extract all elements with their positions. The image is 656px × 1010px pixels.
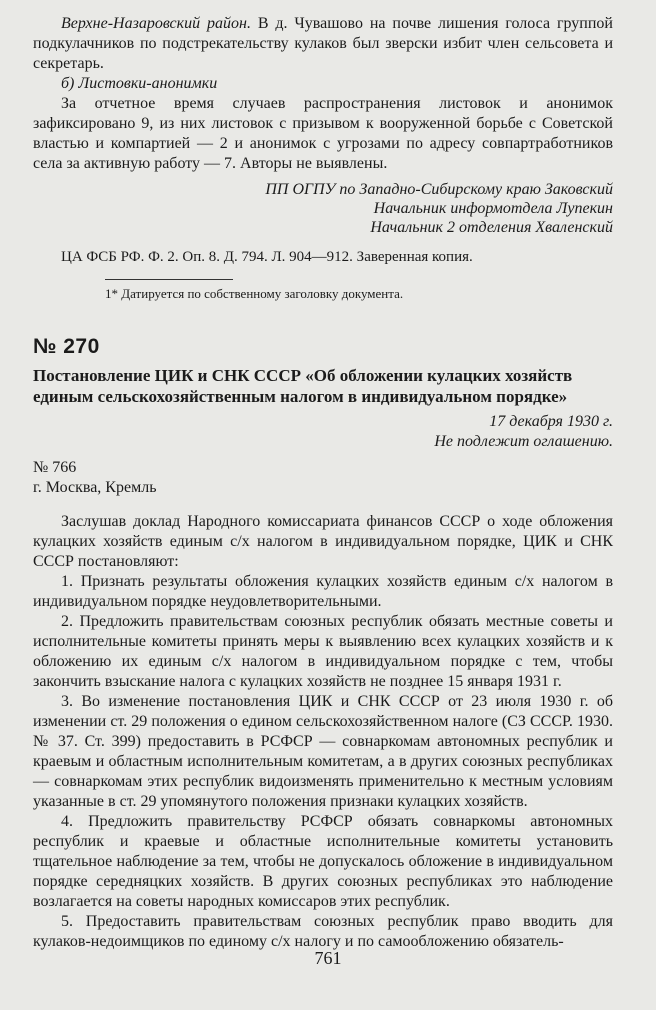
- paragraph-leaflets: За отчетное время случаев распространения листовок и анонимок зафиксировано 9, из них листовок с призывом к вооруженной борьбе с Советской властью и компартией — 2 и анонимок с угрозами по адресу совпартработников села за активную работу — 7. Авторы не выявлены.: [33, 95, 613, 172]
- signature-2nd-dept: Начальник 2 отделения Хваленский: [370, 219, 613, 236]
- item-4: 4. Предложить правительству РСФСР обязать совнаркомы автономных республик и краевые и областные исполнительные комитеты установить тщательное наблюдение за тем, чтобы не допускалось обложение в индивидуальном порядке середняцких хозяйств. В других союзных республиках это наблюдение возлагается на советы народных комиссаров этих республик.: [33, 813, 613, 910]
- registration-number: № 766: [33, 459, 77, 476]
- signatures-block: [33, 180, 613, 237]
- document-number: № 270: [33, 335, 100, 358]
- footnote-divider: [105, 279, 233, 280]
- signature-info-dept: Начальник информотдела Лупекин: [373, 200, 613, 217]
- page-content: [33, 14, 613, 952]
- page-number: 761: [314, 948, 342, 968]
- document-date: 17 декабря 1930 г.: [489, 413, 613, 430]
- intro-paragraph: Заслушав доклад Народного комиссариата финансов СССР о ходе обложения кулацких хозяйств единым с/х налогом в индивидуальном порядке, ЦИК и СНК СССР постановляют:: [33, 513, 613, 570]
- signature-ogpu: ПП ОГПУ по Западно-Сибирскому краю Заковский: [265, 181, 613, 198]
- section-heading-leaflets: б) Листовки-анонимки: [61, 75, 218, 92]
- item-5: 5. Предоставить правительствам союзных республик право вводить для кулаков-недоимщиков по единому с/х налогу и по самообложению обязатель-: [33, 913, 613, 950]
- footnote: 1* Датируется по собственному заголовку документа.: [105, 286, 404, 301]
- district-name: Верхне-Назаровский район.: [61, 15, 251, 32]
- not-for-publication: Не подлежит оглашению.: [434, 433, 613, 450]
- district-report-text: В д. Чувашово на почве лишения голоса группой подкулачников по подстрекательству кулаков был зверски избит член сельсовета и секретарь.: [33, 15, 613, 72]
- item-1: 1. Признать результаты обложения кулацких хозяйств единым с/х налогом в индивидуальном порядке неудовлетворительными.: [33, 573, 613, 610]
- item-2: 2. Предложить правительствам союзных республик обязать местные советы и исполнительные комитеты принять меры к выявлению всех кулацких хозяйств и к обложению их единым с/х налогом в индивидуальном порядке с тем, чтобы закончить взыскание налога с кулацких хозяйств не позднее 15 января 1931 г.: [33, 613, 613, 690]
- item-3: 3. Во изменение постановления ЦИК и СНК СССР от 23 июля 1930 г. об изменении ст. 29 положения о едином сельскохозяйственном налоге (СЗ СССР. 1930. № 37. Ст. 399) предоставить в РСФСР — совнаркомам автономных республик и краевым и областным исполнительным комитетам, а в других союзных республиках — совнаркомам этих республик видоизменять применительно к местным условиям указанные в ст. 29 упомянутого положения признаки кулацких хозяйств.: [33, 693, 613, 810]
- paragraph-district-report: [33, 14, 613, 74]
- document-place: г. Москва, Кремль: [33, 479, 157, 496]
- document-title: Постановление ЦИК и СНК СССР «Об обложении кулацких хозяйств единым сельскохозяйственным налогом в индивидуальном порядке»: [33, 366, 573, 406]
- archive-reference: ЦА ФСБ РФ. Ф. 2. Оп. 8. Д. 794. Л. 904—912. Заверенная копия.: [61, 249, 473, 265]
